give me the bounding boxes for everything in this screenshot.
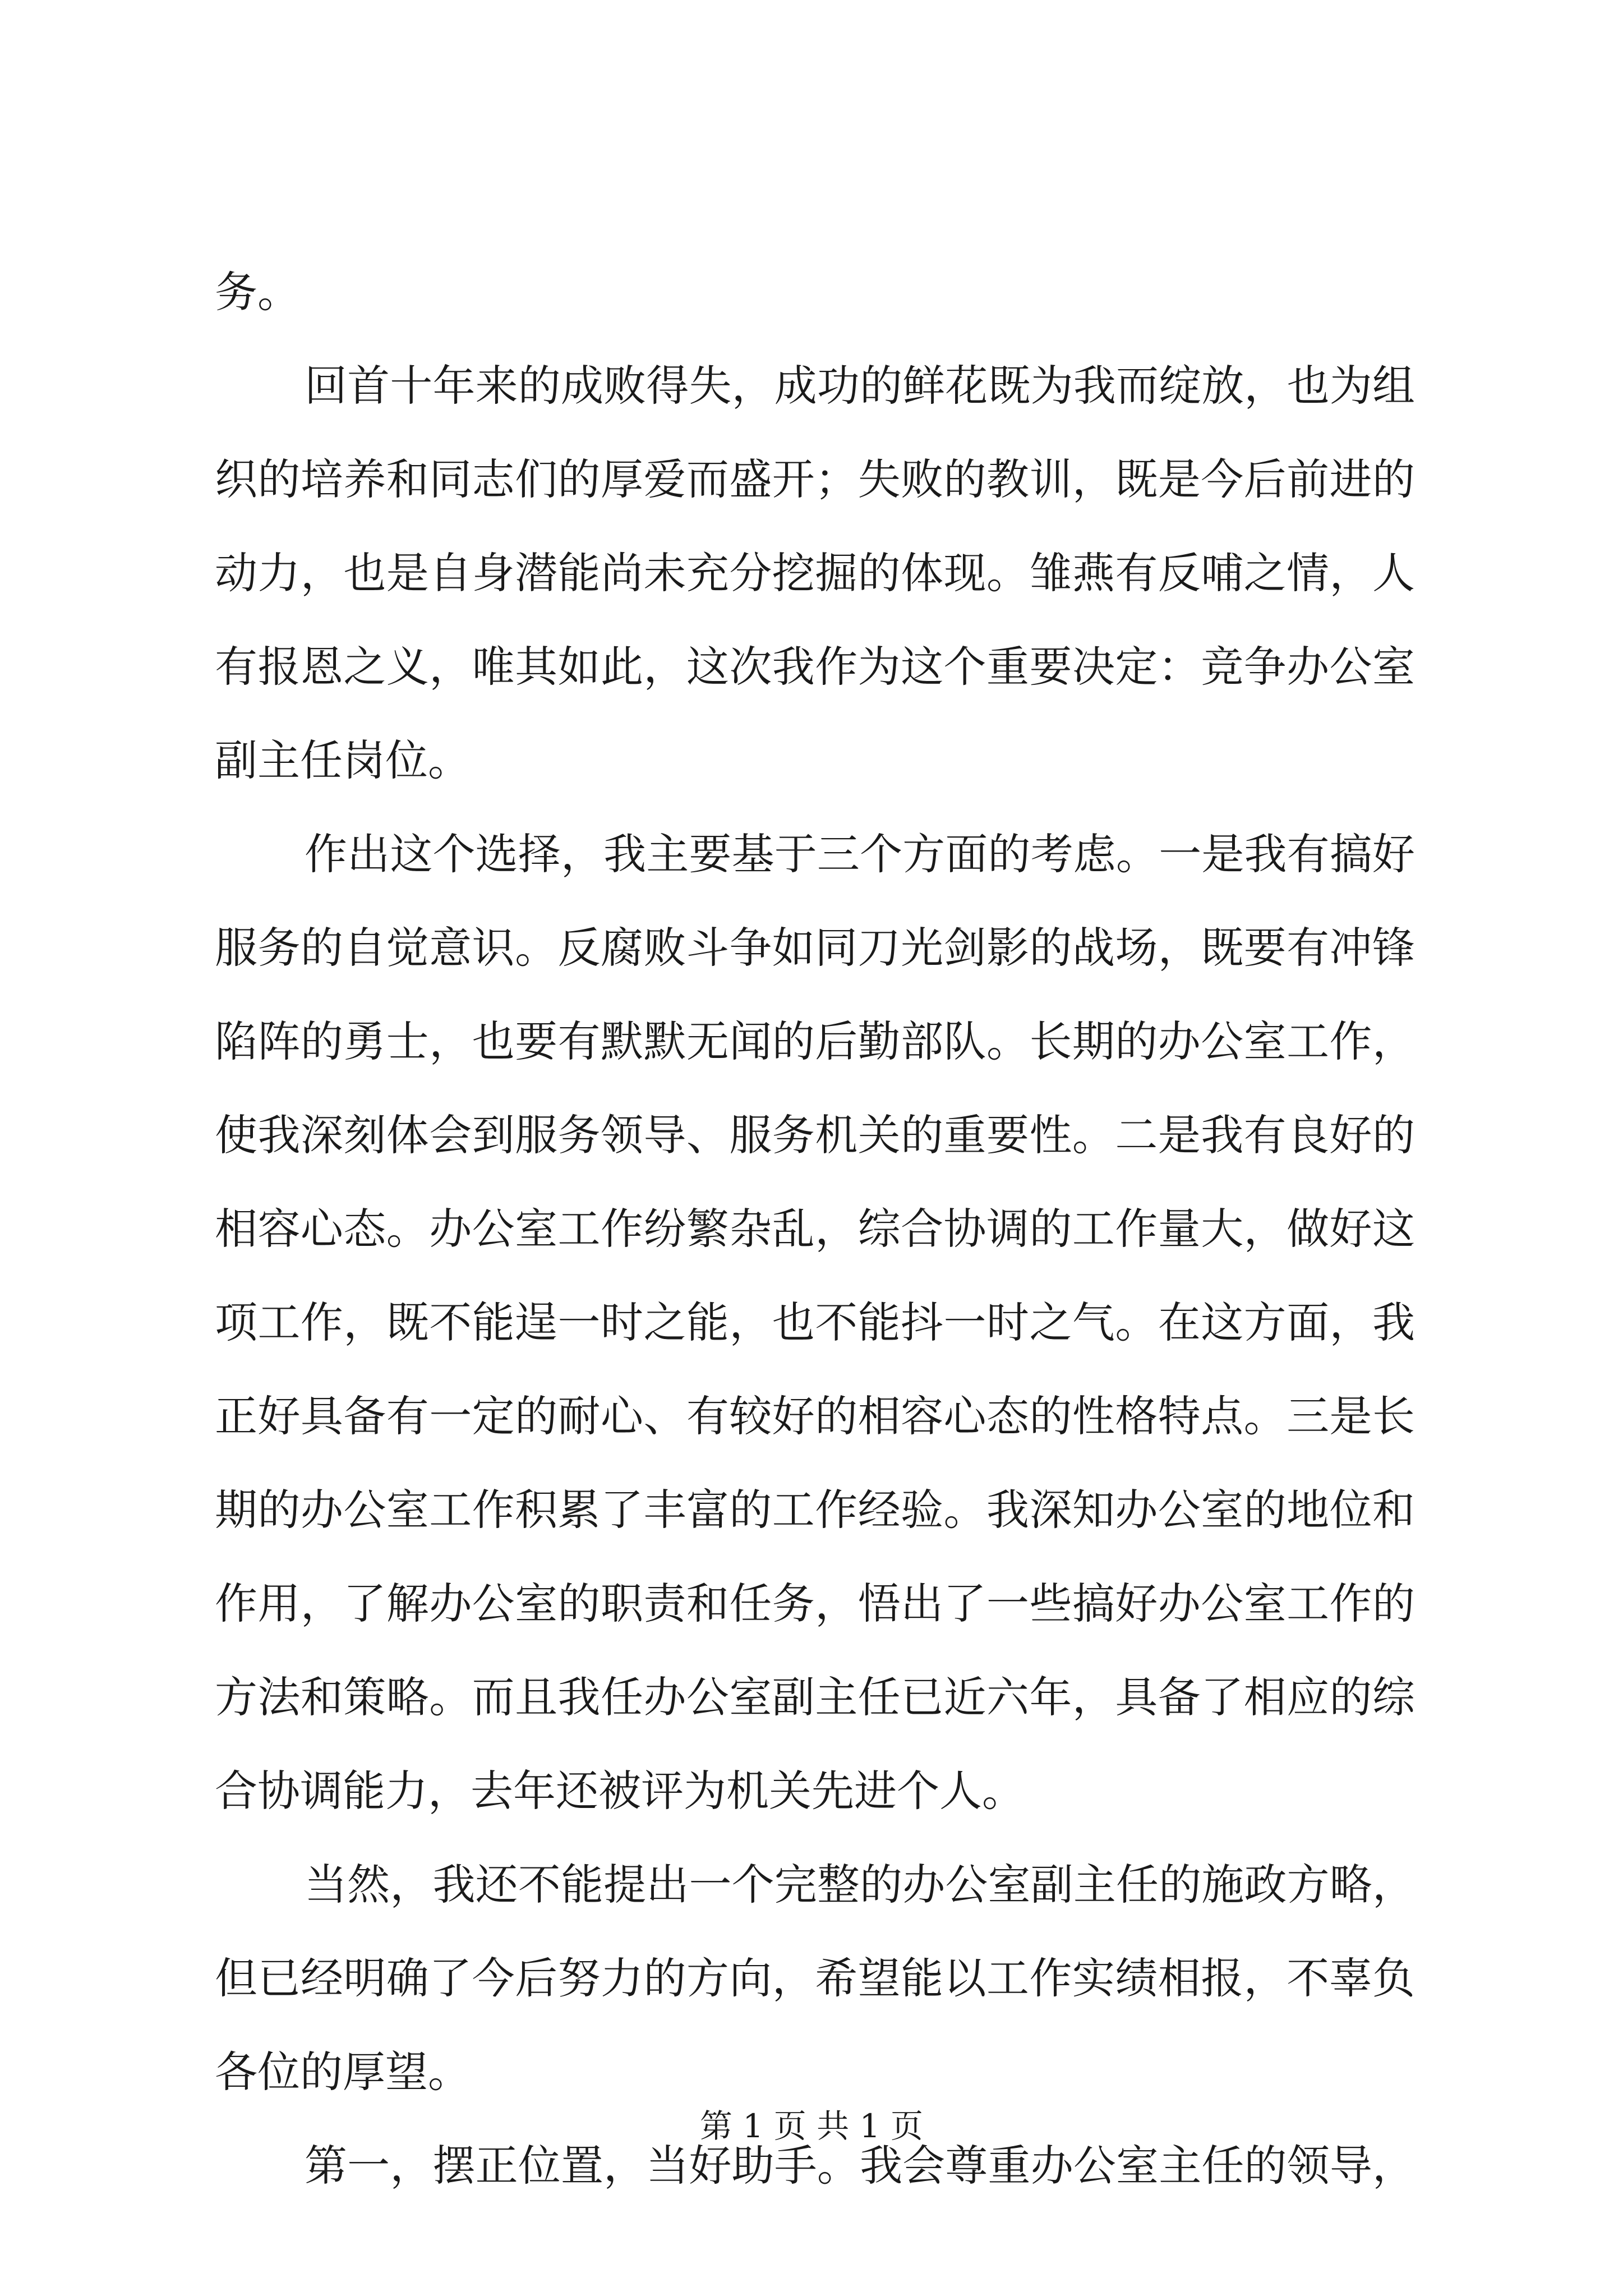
text-line: 各位的厚望。 <box>215 2047 471 2097</box>
text-line: 合协调能力，去年还被评为机关先进个人。 <box>215 1766 1025 1816</box>
text-line: 服务的自觉意识。反腐败斗争如同刀光剑影的战场，既要有冲锋 <box>215 923 1415 973</box>
text-line: 作出这个选择，我主要基于三个方面的考虑。一是我有搞好 <box>305 829 1415 879</box>
text-line: 当然，我还不能提出一个完整的办公室副主任的施政方略， <box>305 1860 1415 1910</box>
text-line: 有报恩之义，唯其如此，这次我作为这个重要决定：竞争办公室 <box>215 642 1415 692</box>
text-line: 回首十年来的成败得失，成功的鲜花既为我而绽放，也为组 <box>305 361 1415 411</box>
document-body <box>215 264 1415 2231</box>
text-line: 相容心态。办公室工作纷繁杂乱，综合协调的工作量大，做好这 <box>215 1204 1415 1254</box>
text-line: 正好具备有一定的耐心、有较好的相容心态的性格特点。三是长 <box>215 1391 1415 1441</box>
text-line: 第一，摆正位置，当好助手。我会尊重办公室主任的领导， <box>305 2141 1415 2191</box>
text-line: 副主任岗位。 <box>215 735 471 785</box>
text-line: 陷阵的勇士，也要有默默无闻的后勤部队。长期的办公室工作， <box>215 1016 1415 1066</box>
text-line: 期的办公室工作积累了丰富的工作经验。我深知办公室的地位和 <box>215 1485 1415 1535</box>
text-line: 动力，也是自身潜能尚未充分挖掘的体现。雏燕有反哺之情，人 <box>215 548 1415 598</box>
text-line: 作用，了解办公室的职责和任务，悟出了一些搞好办公室工作的 <box>215 1579 1415 1628</box>
text-line: 项工作，既不能逞一时之能，也不能抖一时之气。在这方面，我 <box>215 1297 1415 1347</box>
text-line: 但已经明确了今后努力的方向，希望能以工作实绩相报，不辜负 <box>215 1953 1415 2003</box>
text-line: 方法和策略。而且我任办公室副主任已近六年，具备了相应的综 <box>215 1672 1415 1722</box>
page-footer: 第 1 页 共 1 页 <box>700 2107 923 2145</box>
text-line: 使我深刻体会到服务领导、服务机关的重要性。二是我有良好的 <box>215 1110 1415 1160</box>
text-line: 务。 <box>215 267 300 317</box>
text-line: 织的培养和同志们的厚爱而盛开；失败的教训，既是今后前进的 <box>215 454 1415 504</box>
